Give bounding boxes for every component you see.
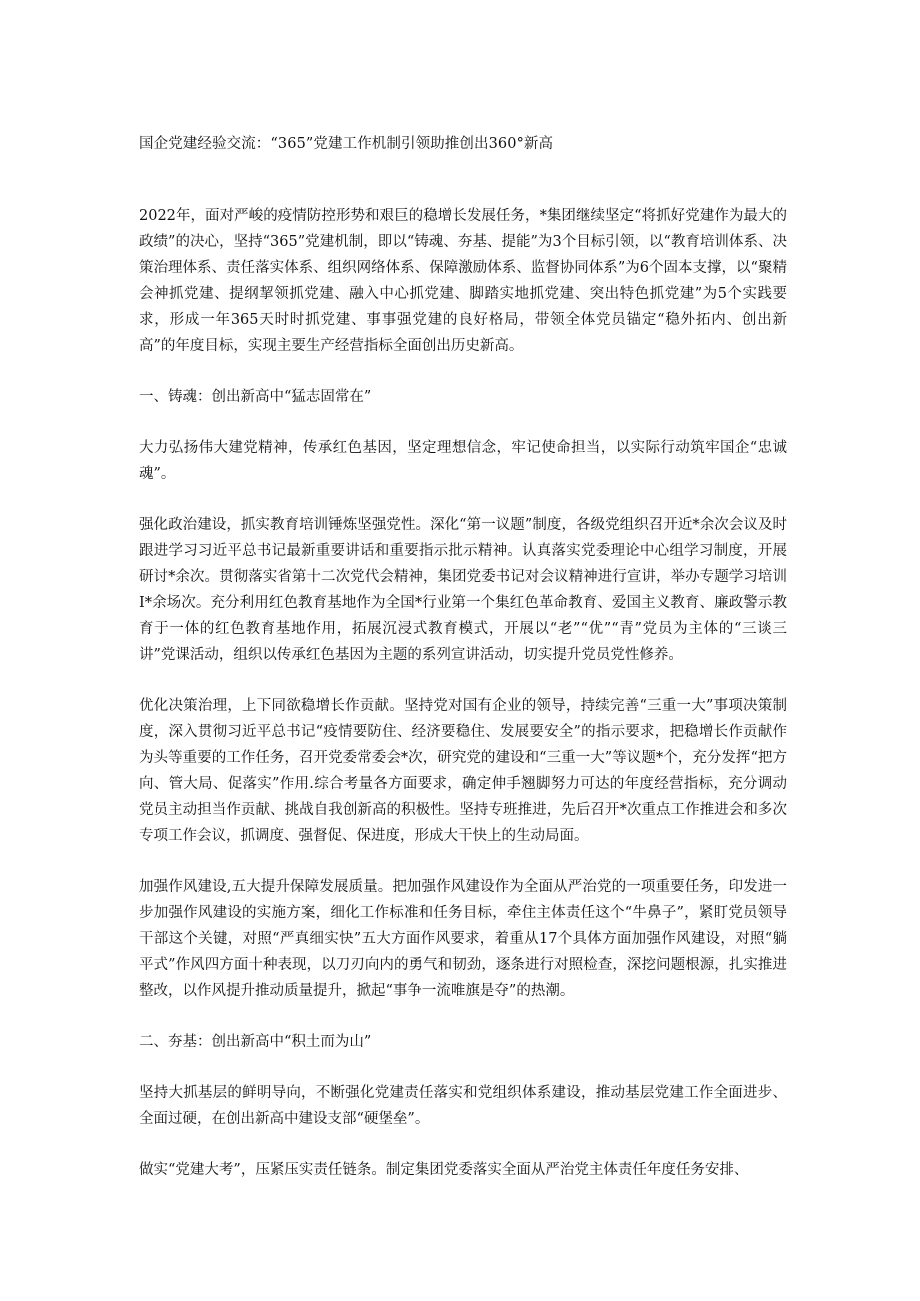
party-exam-paragraph: 做实“党建大考”，压紧压实责任链条。制定集团党委落实全面从严治党主体责任年度任务安排、	[139, 1162, 749, 1178]
work-style-paragraph: 加强作风建设,五大提升保障发展质量。把加强作风建设作为全面从严治党的一项重要任务，印发进一步加强作风建设的实施方案，细化工作标准和任务目标，牵住主体责任这个“牛鼻子”，紧盯党员领导干部这个关键，对照“严真细实快”五大方面作风要求，着重从17个具体方面加强作风建设，对照“躺平式”作风四方面十种表现，以刀刃向内的勇气和韧劲，逐条进行对照检查，深挖问题根源，扎实推进整改，以作风提升推动质量提升，掀起“事争一流唯旗是夺”的热潮。	[139, 879, 787, 999]
political-building-paragraph: 强化政治建设，抓实教育培训锤炼坚强党性。深化“第一议题”制度，各级党组织召开近*余次会议及时跟进学习习近平总书记最新重要讲话和重要指示批示精神。认真落实党委理论中心组学习制度，开展研讨*余次。贯彻落实省第十二次党代会精神，集团党委书记对会议精神进行宣讲，举办专题学习培训I*余场次。充分利用红色教育基地作为全国*行业第一个集红色革命教育、爱国主义教育、廉政警示教育于一体的红色教育基地作用，拓展沉浸式教育模式，开展以“老”“优”“青”党员为主体的“三谈三讲”党课活动，组织以传承红色基因为主题的系列宣讲活动，切实提升党员党性修养。	[139, 517, 787, 663]
document-page	[139, 0, 787, 1183]
decision-governance-paragraph: 优化决策治理，上下同欲稳增长作贡献。坚持党对国有企业的领导，持续完善“三重一大”事项决策制度，深入贯彻习近平总书记“疫情要防住、经济要稳住、发展要安全”的指示要求，把稳增长作贡献作为头等重要的工作任务，召开党委常委会*次，研究党的建设和“三重一大”等议题*个，充分发挥“把方向、管大局、促落实”作用.综合考量各方面要求，确定伸手翘脚努力可达的年度经营指标，充分调动党员主动担当作贡献、挑战自我创新高的积极性。坚持专班推进，先后召开*次重点工作推进会和多次专项工作会议，抓调度、强督促、保进度，形成大干快上的生动局面。	[139, 698, 787, 844]
section-1-intro: 大力弘扬伟大建党精神，传承红色基因，坚定理想信念，牢记使命担当，以实际行动筑牢国企“忠诚魂”。	[139, 440, 787, 482]
section-2-intro: 坚持大抓基层的鲜明导向，不断强化党建责任落实和党组织体系建设，推动基层党建工作全面进步、全面过硬，在创出新高中建设支部“硬堡垒”。	[139, 1085, 787, 1127]
section-heading-2: 二、夯基：创出新高中“积土而为山”	[139, 1034, 372, 1050]
document-title: 国企党建经验交流：“365”党建工作机制引领助推创出360°新高	[139, 136, 554, 152]
intro-paragraph: 2022年，面对严峻的疫情防控形势和艰巨的稳增长发展任务，*集团继续坚定“将抓好党建作为最大的政绩”的决心，坚持“365”党建机制，即以“铸魂、夯基、提能”为3个目标引领，以“教育培训体系、决策治理体系、责任落实体系、组织网络体系、保障激励体系、监督协同体系”为6个固本支撑，以“聚精会神抓党建、提纲挈领抓党建、融入中心抓党建、脚踏实地抓党建、突出特色抓党建”为5个实践要求，形成一年365天时时抓党建、事事强党建的良好格局，带领全体党员锚定“稳外拓内、创出新高”的年度目标，实现主要生产经营指标全面创出历史新高。	[139, 208, 787, 354]
section-heading-1: 一、铸魂：创出新高中“猛志固常在”	[139, 389, 372, 405]
